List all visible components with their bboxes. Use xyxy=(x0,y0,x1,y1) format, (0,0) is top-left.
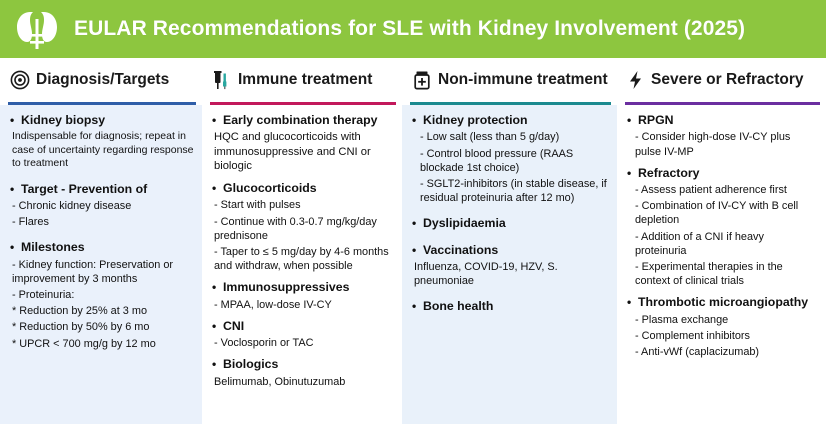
item-detail: - Proteinuria: xyxy=(12,289,75,302)
item-detail: - Addition of a CNI if heavy proteinuria xyxy=(635,230,764,257)
list-item xyxy=(627,113,818,159)
item-heading: Target - Prevention of xyxy=(21,181,148,196)
list-item xyxy=(212,319,394,351)
item-heading: RPGN xyxy=(638,113,674,127)
item-heading: Milestones xyxy=(21,240,85,255)
pill-bottle-icon xyxy=(412,70,432,90)
item-detail: Indispensable for diagnosis; repeat in case of uncertainty regarding response to treatment xyxy=(12,130,194,170)
list-item xyxy=(212,357,394,389)
item-heading: Immunosuppressives xyxy=(223,280,350,295)
bullet-icon: • xyxy=(212,113,217,127)
list-item xyxy=(212,181,394,273)
item-detail: - Experimental therapies in the context of clinical trials xyxy=(635,260,783,288)
item-heading: Dyslipidaemia xyxy=(423,216,506,231)
item-heading: Thrombotic microangiopathy xyxy=(638,295,809,310)
bullet-icon: • xyxy=(212,357,217,372)
item-heading: CNI xyxy=(223,318,245,333)
lightning-bolt-icon xyxy=(627,70,645,90)
column-non-immune-treatment xyxy=(402,58,617,424)
list-item xyxy=(10,182,194,230)
item-detail: - Complement inhibitors xyxy=(635,329,751,342)
item-heading: Refractory xyxy=(638,165,700,180)
list-item xyxy=(627,295,818,359)
bullet-icon: • xyxy=(412,113,417,127)
item-detail: - SGLT2-inhibitors (in stable disease, if residual proteinuria after 12 mo) xyxy=(420,177,607,205)
bullet-icon: • xyxy=(212,181,217,196)
item-detail: - Taper to ≤ 5 mg/day by 4-6 months and withdraw, when possible xyxy=(214,245,389,273)
list-item xyxy=(412,243,609,289)
page-title: EULAR Recommendations for SLE with Kidney Involvement (2025) xyxy=(74,17,746,40)
item-detail: * Reduction by 25% at 3 mo xyxy=(12,305,148,318)
column-title: Non-immune treatment xyxy=(438,71,608,88)
item-detail: - Continue with 0.3-0.7 mg/kg/day prednisone xyxy=(214,215,377,242)
item-heading: Vaccinations xyxy=(423,242,499,257)
bullet-icon: • xyxy=(627,295,632,310)
bullet-icon: • xyxy=(10,113,15,127)
item-detail: Belimumab, Obinutuzumab xyxy=(214,375,346,388)
bullet-icon: • xyxy=(10,181,15,196)
item-heading: Glucocorticoids xyxy=(223,181,317,196)
item-detail: - Flares xyxy=(12,216,49,229)
column-header-non-immune-treatment xyxy=(402,58,617,102)
target-icon xyxy=(10,70,30,90)
item-detail: - Low salt (less than 5 g/day) xyxy=(420,131,560,144)
item-heading: Bone health xyxy=(423,299,494,314)
column-body-immune-treatment xyxy=(202,105,402,424)
item-detail: - Kidney function: Preservation or improvement by 3 months xyxy=(12,258,174,285)
bullet-icon: • xyxy=(627,165,632,180)
item-detail: HQC and glucocorticoids with immunosuppressive and CNI or biologic xyxy=(214,131,371,173)
list-item xyxy=(212,280,394,312)
item-detail: - Voclosporin or TAC xyxy=(214,337,314,350)
syringe-icon xyxy=(212,70,232,90)
bullet-icon: • xyxy=(212,280,217,295)
item-heading: Kidney protection xyxy=(423,113,528,127)
column-header-diagnosis-targets xyxy=(0,58,202,102)
bullet-icon: • xyxy=(10,240,15,255)
bullet-icon: • xyxy=(412,216,417,231)
column-header-severe-or-refractory xyxy=(617,58,826,102)
item-detail: * UPCR < 700 mg/g by 12 mo xyxy=(12,337,156,350)
item-heading: Early combination therapy xyxy=(223,113,378,127)
item-detail: - Chronic kidney disease xyxy=(12,200,132,213)
item-heading: Kidney biopsy xyxy=(21,113,106,127)
item-detail: - Combination of IV-CY with B cell depletion xyxy=(635,200,799,227)
item-detail: - MPAA, low-dose IV-CY xyxy=(214,298,332,311)
item-heading: Biologics xyxy=(223,357,279,372)
bullet-icon: • xyxy=(412,242,417,257)
item-detail: - Plasma exchange xyxy=(635,313,729,326)
item-detail: Influenza, COVID-19, HZV, S. pneumoniae xyxy=(414,260,558,288)
list-item xyxy=(627,166,818,289)
column-immune-treatment xyxy=(202,58,402,424)
column-title: Diagnosis/Targets xyxy=(36,71,170,88)
bullet-icon: • xyxy=(212,318,217,333)
column-title: Severe or Refractory xyxy=(651,71,804,88)
item-detail: - Anti-vWf (caplacizumab) xyxy=(635,345,760,358)
list-item xyxy=(412,113,609,205)
item-detail: - Control blood pressure (RAAS blockade 1st choice) xyxy=(420,147,574,174)
column-severe-or-refractory xyxy=(617,58,826,424)
column-body-severe-or-refractory xyxy=(617,105,826,424)
column-header-immune-treatment xyxy=(202,58,402,102)
column-body-diagnosis-targets xyxy=(0,105,202,424)
item-detail: - Assess patient adherence first xyxy=(635,184,787,197)
item-detail: - Start with pulses xyxy=(214,199,301,212)
header-banner xyxy=(0,0,826,58)
list-item xyxy=(10,113,194,171)
bullet-icon: • xyxy=(412,299,417,314)
columns-container xyxy=(0,58,826,424)
kidneys-icon xyxy=(0,0,74,58)
column-body-non-immune-treatment xyxy=(402,105,617,424)
list-item xyxy=(212,113,394,174)
list-item xyxy=(412,216,609,231)
column-title: Immune treatment xyxy=(238,71,373,88)
item-detail: * Reduction by 50% by 6 mo xyxy=(12,321,150,334)
item-detail: - Consider high-dose IV-CY plus pulse IV-MP xyxy=(635,131,791,158)
list-item xyxy=(10,240,194,350)
bullet-icon: • xyxy=(627,113,632,127)
column-diagnosis-targets xyxy=(0,58,202,424)
list-item xyxy=(412,299,609,314)
